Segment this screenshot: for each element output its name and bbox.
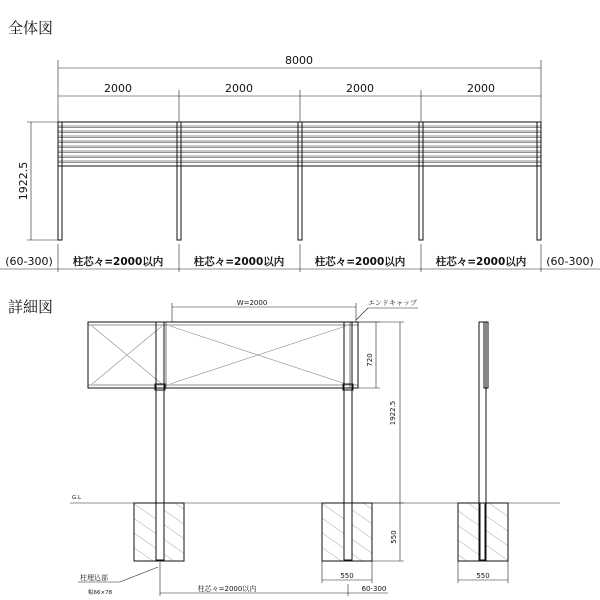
- detail-panel: [88, 322, 358, 388]
- detail-view-title: 詳細図: [8, 298, 54, 316]
- edge-distance-left: (60-300): [5, 255, 53, 268]
- panel-width-label: W=2000: [236, 299, 268, 307]
- post: [298, 122, 302, 240]
- post-spacing-2: 柱芯々=2000以内: [193, 256, 285, 268]
- height-dimension: 1922.5: [17, 161, 30, 201]
- edge-distance-right: (60-300): [546, 255, 594, 268]
- footing-depth-dimension: 550: [390, 530, 398, 544]
- span-width-4: 2000: [467, 82, 495, 95]
- span-width-2: 2000: [225, 82, 253, 95]
- footing-width-side: 550: [476, 572, 490, 580]
- post-embed-label: 柱埋込部: [80, 574, 108, 582]
- footing-width-mid: 550: [340, 572, 354, 580]
- overall-view-title: 全体図: [8, 19, 54, 37]
- post: [537, 122, 541, 240]
- edge-distance-detail: 60-300: [361, 585, 387, 593]
- post-size-label: 幅66×78: [88, 590, 113, 596]
- post-spacing-detail: 柱芯々=2000以内: [197, 585, 257, 593]
- span-width-3: 2000: [346, 82, 374, 95]
- louver-panel: [58, 122, 541, 166]
- posts: [58, 122, 541, 240]
- overall-view: [0, 54, 600, 272]
- span-width-1: 2000: [104, 82, 132, 95]
- ground-level-label: G.L: [72, 495, 82, 501]
- post: [58, 122, 62, 240]
- detail-view: [70, 299, 560, 596]
- post-spacing-3: 柱芯々=2000以内: [314, 256, 406, 268]
- post: [419, 122, 423, 240]
- post-spacing-1: 柱芯々=2000以内: [72, 256, 164, 268]
- total-width-dimension: 8000: [285, 54, 313, 67]
- panel-height-dimension: 720: [366, 353, 374, 367]
- total-height-dimension: 1922.5: [389, 400, 397, 426]
- post-spacing-4: 柱芯々=2000以内: [435, 256, 527, 268]
- post: [177, 122, 181, 240]
- end-cap-label: エンドキャップ: [368, 299, 417, 307]
